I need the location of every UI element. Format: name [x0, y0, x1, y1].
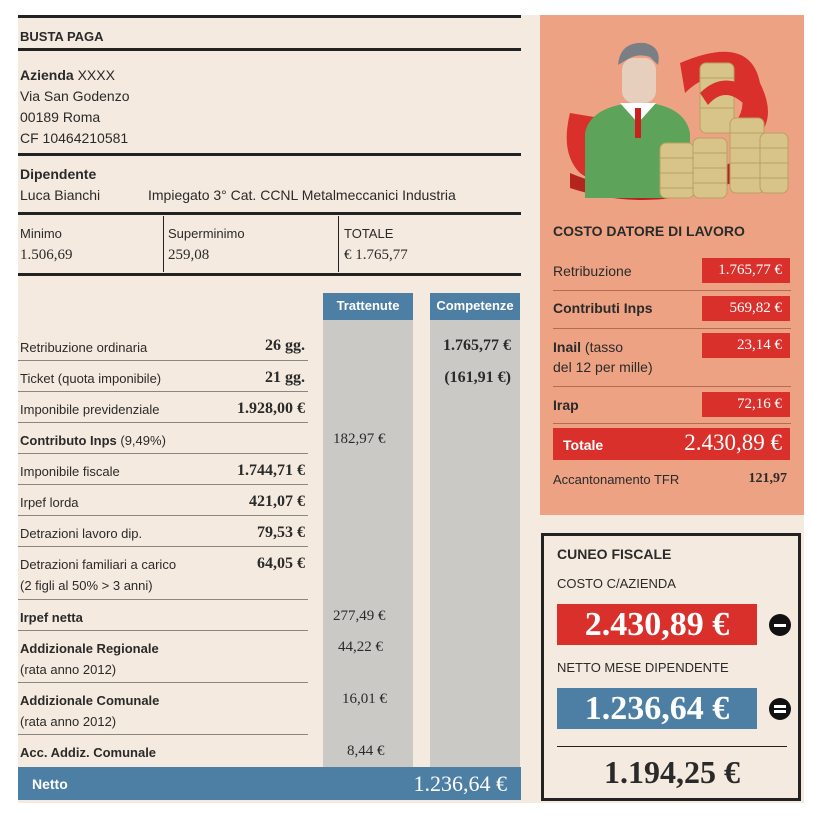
row-trattenute: 182,97 € [333, 431, 386, 447]
row-label: Irpef lorda [20, 495, 79, 510]
row-trattenute: 16,01 € [342, 691, 387, 707]
row-separator [18, 484, 308, 485]
row-separator [18, 734, 308, 735]
rule [18, 273, 521, 276]
row-sublabel: (rata anno 2012) [20, 714, 117, 729]
minimo-value: 1.506,69 [20, 247, 73, 263]
payslip-title: BUSTA PAGA [20, 29, 104, 44]
row-label-suffix: (9,49%) [116, 433, 166, 448]
row-label: Ticket (quota imponibile) [20, 371, 162, 386]
row-value: 64,05 € [257, 555, 305, 572]
superminimo-value: 259,08 [168, 247, 210, 263]
separator [553, 290, 791, 291]
row-sublabel: (rata anno 2012) [20, 662, 117, 677]
row-label: Addizionale Regionale [20, 641, 159, 656]
irap-value: 72,16 € [702, 392, 790, 417]
inail-sub2: del 12 per mille) [553, 359, 653, 375]
row-trattenute: 44,22 € [338, 639, 383, 655]
equals-circle-icon [769, 698, 791, 720]
company-address2: 00189 Roma [20, 109, 101, 125]
netto-bar [18, 767, 521, 800]
company-block [20, 65, 130, 149]
row-value: 421,07 € [249, 493, 305, 510]
row-trattenute: 277,49 € [333, 608, 386, 624]
totale-value: 2.430,89 € [684, 430, 782, 455]
tfr-label: Accantonamento TFR [553, 472, 680, 487]
competenze-column [430, 320, 520, 772]
row-label: Acc. Addiz. Comunale [20, 745, 157, 760]
row-separator [18, 422, 308, 423]
row-separator [18, 360, 308, 361]
separator [553, 386, 791, 387]
row-label-bold: Contributo Inps [20, 433, 117, 448]
row-label: Detrazioni lavoro dip. [20, 526, 143, 541]
tfr-value: 121,97 [748, 471, 787, 486]
inail-block [553, 337, 653, 377]
inail-label: Inail [553, 339, 582, 355]
netto-value: 1.236,64 € [413, 771, 507, 796]
cuneo-result: 1.194,25 € [604, 754, 740, 790]
row-separator [18, 682, 308, 683]
totale-value: € 1.765,77 [344, 247, 408, 263]
row-separator [18, 546, 308, 547]
employer-cost-title: COSTO DATORE DI LAVORO [553, 223, 745, 239]
inail-value: 23,14 € [702, 333, 790, 358]
inps-value: 569,82 € [702, 296, 790, 321]
row-label: Addizionale Comunale [20, 693, 160, 708]
top-rule [18, 15, 521, 18]
row-label: Retribuzione ordinaria [20, 340, 148, 355]
row-competenze: 1.765,77 € [443, 337, 511, 354]
row-separator [18, 391, 308, 392]
netto-label: Netto [32, 776, 68, 792]
totale-label: Totale [563, 437, 604, 453]
superminimo-label: Superminimo [168, 226, 245, 241]
netto-dipendente-label: NETTO MESE DIPENDENTE [557, 660, 729, 675]
payslip-panel [18, 15, 523, 803]
company-name: XXXX [77, 67, 115, 83]
employee-role: Impiegato 3° Cat. CCNL Metalmeccanici Industria [148, 187, 456, 203]
inps-label: Contributi Inps [553, 300, 653, 316]
cuneo-fiscale-panel [541, 533, 801, 801]
divider [338, 216, 339, 272]
totale-label: TOTALE [344, 226, 394, 241]
minimo-label: Minimo [20, 226, 62, 241]
retribuzione-label: Retribuzione [553, 263, 632, 279]
divider [163, 216, 164, 272]
row-separator [18, 515, 308, 516]
row-label: Irpef netta [20, 610, 83, 625]
row-value: 1.744,71 € [237, 462, 305, 479]
row-sublabel: (2 figli al 50% > 3 anni) [20, 578, 153, 593]
netto-dipendente-value: 1.236,64 € [557, 688, 757, 729]
employee-name: Luca Bianchi [20, 187, 101, 203]
cuneo-title: CUNEO FISCALE [557, 546, 672, 562]
row-label: Imponibile previdenziale [20, 402, 160, 417]
inail-sub1: (tasso [581, 339, 624, 355]
rule [18, 48, 521, 51]
costo-label: COSTO C/AZIENDA [557, 576, 676, 591]
totale-bar [553, 428, 790, 460]
employer-cost-panel [540, 15, 804, 515]
businessman-with-coins-illustration [550, 23, 795, 208]
row-value: 1.928,00 € [237, 400, 305, 417]
retribuzione-value: 1.765,77 € [702, 258, 790, 283]
row-label: Detrazioni familiari a carico [20, 557, 177, 572]
row-value: 21 gg. [265, 369, 305, 386]
separator [553, 423, 791, 424]
company-address1: Via San Godenzo [20, 88, 130, 104]
row-label [20, 433, 166, 448]
separator [553, 328, 791, 329]
result-divider [557, 746, 787, 747]
company-cf: CF 10464210581 [20, 130, 129, 146]
rule [18, 153, 521, 156]
row-separator [18, 630, 308, 631]
row-label: Imponibile fiscale [20, 464, 120, 479]
competenze-header: Competenze [430, 293, 520, 320]
row-separator [18, 599, 308, 600]
costo-value: 2.430,89 € [557, 604, 757, 645]
row-competenze: (161,91 €) [444, 369, 511, 386]
employee-label: Dipendente [20, 166, 97, 182]
row-value: 26 gg. [265, 337, 305, 354]
row-separator [18, 453, 308, 454]
trattenute-header: Trattenute [323, 293, 413, 320]
row-trattenute: 8,44 € [347, 743, 385, 759]
rule [18, 212, 521, 215]
minus-circle-icon [769, 614, 791, 636]
row-value: 79,53 € [257, 524, 305, 541]
irap-label: Irap [553, 397, 579, 413]
company-label: Azienda [20, 67, 74, 83]
